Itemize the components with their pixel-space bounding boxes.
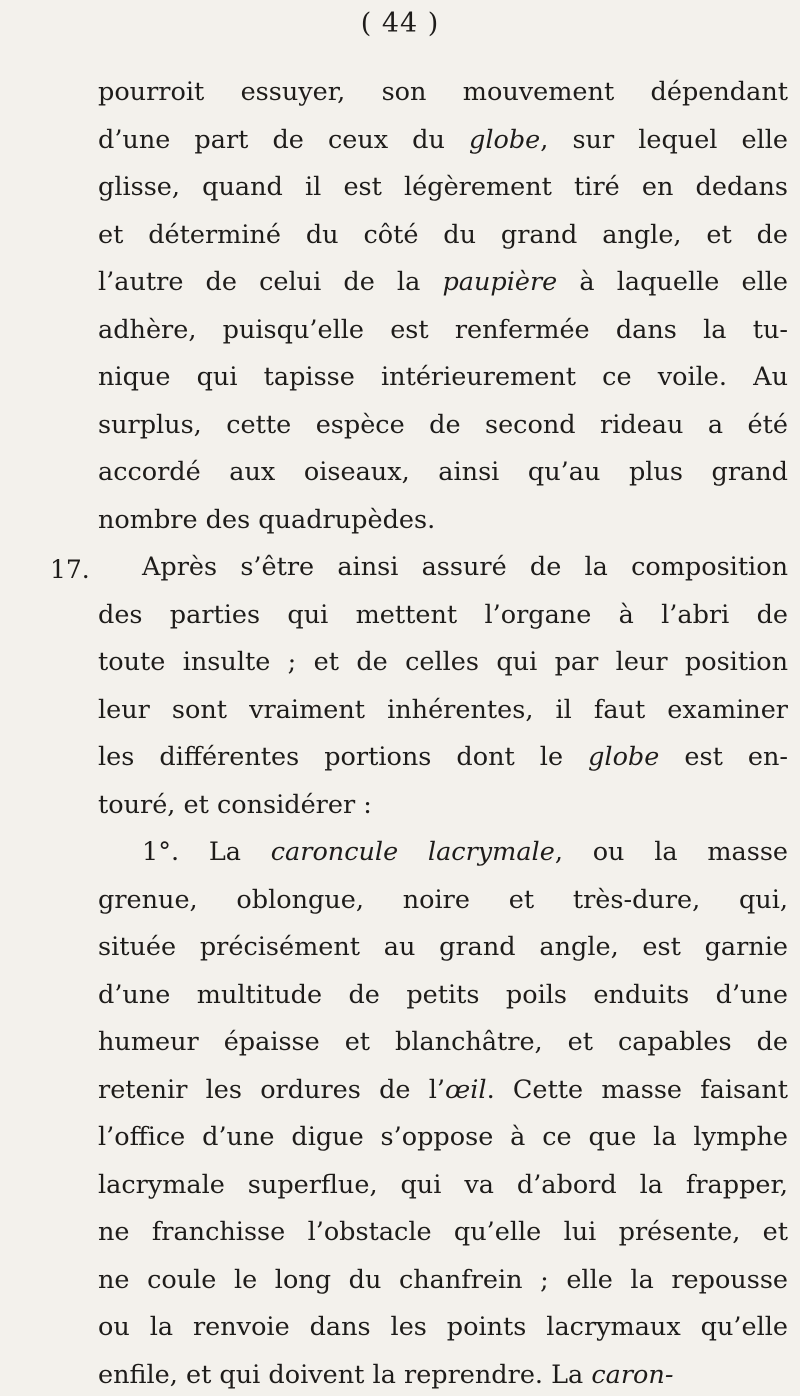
text-line: les différentes portions dont le globe est en-: [98, 742, 788, 772]
text-line: enfile, et qui doivent la reprendre. La caron-: [98, 1359, 674, 1390]
text-line: leur sont vraiment inhérentes, il faut examiner: [98, 694, 788, 725]
text-line: pourroit essuyer, son mouvement dépendant: [98, 77, 788, 107]
section-number: 17.: [50, 555, 90, 584]
text-line: ne coule le long du chanfrein ; elle la repousse: [98, 1264, 788, 1295]
text-line: ne franchisse l’obstacle qu’elle lui présente, et: [98, 1217, 788, 1247]
italic-term: caron-: [591, 1359, 674, 1390]
text-line: touré, et considérer :: [98, 789, 372, 820]
text-line: adhère, puisqu’elle est renfermée dans la tu-: [98, 314, 788, 345]
text-line: et déterminé du côté du grand angle, et de: [98, 219, 788, 250]
text-line: lacrymale superflue, qui va d’abord la frapper,: [98, 1169, 788, 1200]
text-line: humeur épaisse et blanchâtre, et capables de: [98, 1027, 788, 1057]
text-line: située précisément au grand angle, est garnie: [98, 932, 788, 962]
text-line: nique qui tapisse intérieurement ce voile. Au: [98, 362, 788, 392]
text-line: glisse, quand il est légèrement tiré en dedans: [98, 172, 788, 202]
text-line: accordé aux oiseaux, ainsi qu’au plus grand: [98, 457, 788, 487]
text-line: surplus, cette espèce de second rideau a été: [98, 409, 788, 440]
text-line: nombre des quadrupèdes.: [98, 504, 436, 535]
text-line: grenue, oblongue, noire et très-dure, qui,: [98, 884, 788, 915]
italic-term: globe: [469, 124, 541, 155]
text-line: d’une multitude de petits poils enduits d’une: [98, 979, 788, 1010]
text-line: retenir les ordures de l’œil. Cette masse faisant: [98, 1074, 788, 1105]
italic-term: globe: [588, 742, 660, 772]
text-line: l’office d’une digue s’oppose à ce que la lymphe: [98, 1122, 788, 1152]
italic-term: caroncule lacrymale: [270, 837, 555, 867]
italic-term: paupière: [442, 267, 558, 297]
page-number: ( 44 ): [360, 8, 440, 39]
text-line: Après s’être ainsi assuré de la composition: [142, 552, 788, 582]
text-line: d’une part de ceux du globe, sur lequel elle: [98, 124, 789, 155]
text-line: des parties qui mettent l’organe à l’abri de: [98, 599, 788, 630]
text-line: ou la renvoie dans les points lacrymaux qu’elle: [98, 1312, 788, 1342]
text-line: 1°. La caroncule lacrymale, ou la masse: [142, 837, 789, 867]
text-line: l’autre de celui de la paupière à laquelle elle: [98, 267, 788, 297]
italic-term: œil: [445, 1074, 487, 1105]
text-line: toute insulte ; et de celles qui par leur position: [98, 647, 788, 677]
